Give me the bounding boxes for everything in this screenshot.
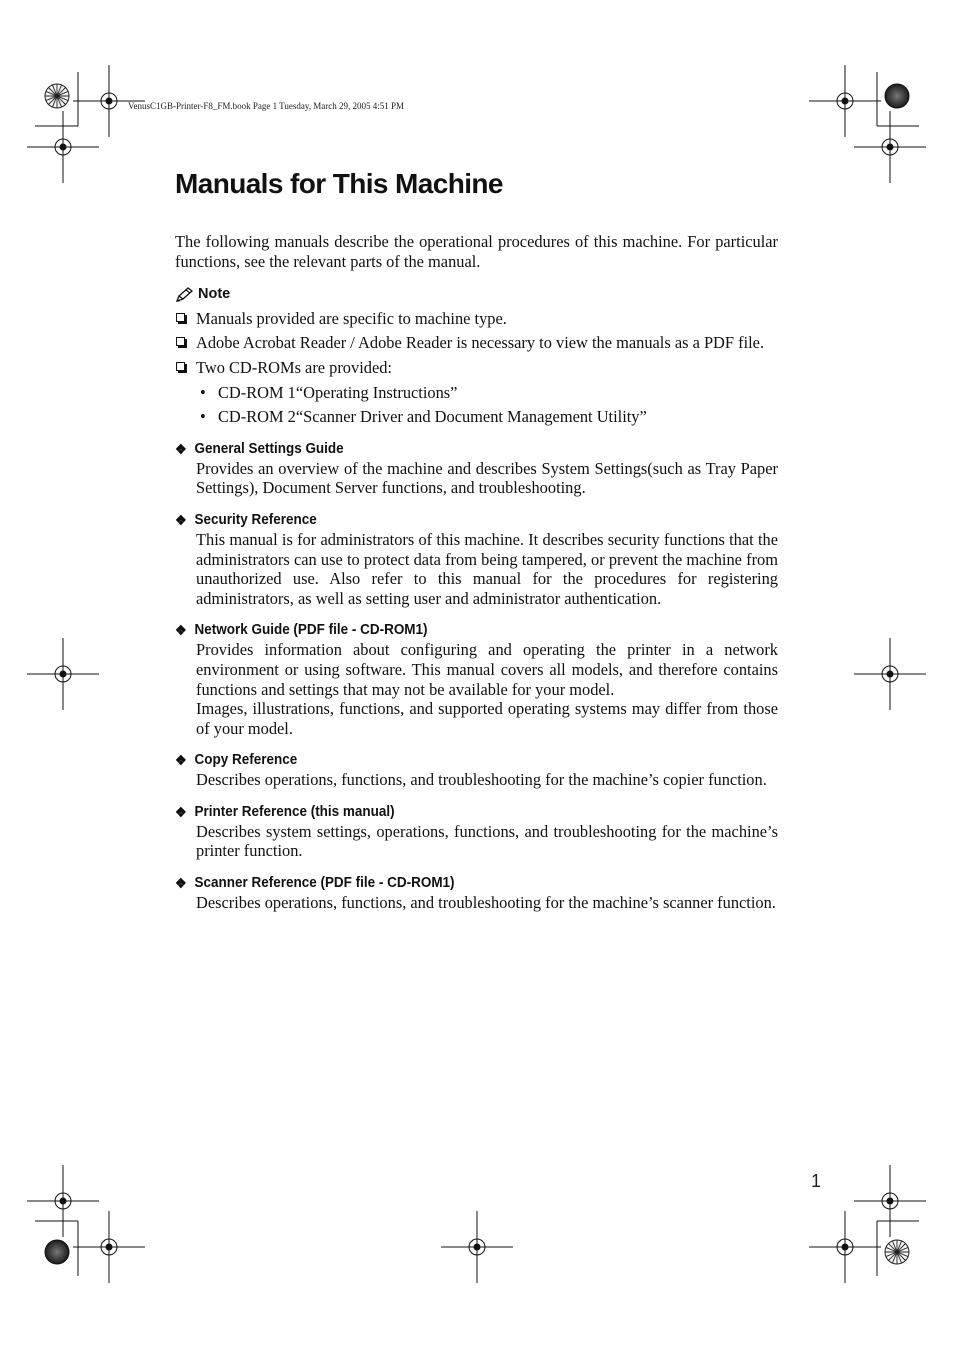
checkbox-square-icon: [176, 362, 185, 371]
page-number: 1: [811, 1171, 822, 1191]
note-sub-item: • CD-ROM 1“Operating Instructions”: [200, 382, 458, 402]
section-body: Describes system settings, operations, functions, and troubleshooting for the machine’s printer function.: [196, 821, 778, 861]
pencil-icon: [175, 287, 195, 303]
diamond-icon: ❖: [175, 803, 187, 820]
section-general-settings-guide: [175, 440, 778, 498]
note-sub-item: • CD-ROM 2“Scanner Driver and Document Management Utility”: [200, 407, 647, 427]
note-item: Manuals provided are specific to machine type.: [175, 309, 778, 329]
page-content: [175, 232, 778, 913]
section-heading: ❖ Security Reference: [175, 511, 317, 528]
note-item: Two CD-ROMs are provided:: [175, 358, 778, 378]
checkbox-square-icon: [176, 313, 185, 322]
section-heading: ❖ Scanner Reference (PDF file - CD-ROM1): [175, 875, 455, 892]
section-body: Describes operations, functions, and troubleshooting for the machine’s scanner function.: [196, 893, 776, 913]
book-file-info: VenusC1GB-Printer-F8_FM.book Page 1 Tuesday, March 29, 2005 4:51 PM: [128, 101, 404, 111]
section-body: This manual is for administrators of this machine. It describes security functions that the administrators can use to protect data from being tampered, or prevent the machine from unauthorized use. Also refer to this manual for the procedures for registering administrators, as well as setting user and administrator authentication.: [196, 529, 778, 608]
section-heading: ❖ Copy Reference: [175, 752, 298, 769]
bullet-icon: •: [200, 382, 206, 402]
section-network-guide: [175, 621, 778, 738]
section-copy-reference: [175, 751, 778, 790]
section-heading: ❖ Network Guide (PDF file - CD-ROM1): [175, 622, 428, 639]
diamond-icon: ❖: [175, 440, 187, 457]
diamond-icon: ❖: [175, 622, 187, 639]
section-scanner-reference: [175, 874, 778, 913]
section-body: Provides an overview of the machine and describes System Settings(such as Tray Paper Settings), Document Server functions, and troubleshooting.: [196, 458, 778, 498]
section-body: Provides information about configuring and operating the printer in a network environment or using software. This manual covers all models, and therefore contains functions and settings that may not be available for your model. Images, illustrations, functions, and supported operating systems may differ from those of your model.: [196, 640, 778, 738]
note-heading-label: Note: [198, 286, 231, 303]
note-heading: [175, 285, 778, 305]
section-printer-reference: [175, 803, 778, 861]
section-heading: ❖ Printer Reference (this manual): [175, 803, 395, 820]
section-body: Describes operations, functions, and troubleshooting for the machine’s copier function.: [196, 770, 767, 790]
section-heading: ❖ General Settings Guide: [175, 440, 344, 457]
section-security-reference: [175, 511, 778, 608]
checkbox-square-icon: [176, 337, 185, 346]
bullet-icon: •: [200, 407, 206, 427]
page-title: Manuals for This Machine: [175, 168, 503, 199]
diamond-icon: ❖: [175, 511, 187, 528]
note-item: Adobe Acrobat Reader / Adobe Reader is necessary to view the manuals as a PDF file.: [175, 333, 778, 353]
diamond-icon: ❖: [175, 752, 187, 769]
intro-paragraph: The following manuals describe the operational procedures of this machine. For particular functions, see the relevant parts of the manual.: [175, 232, 778, 271]
diamond-icon: ❖: [175, 875, 187, 892]
